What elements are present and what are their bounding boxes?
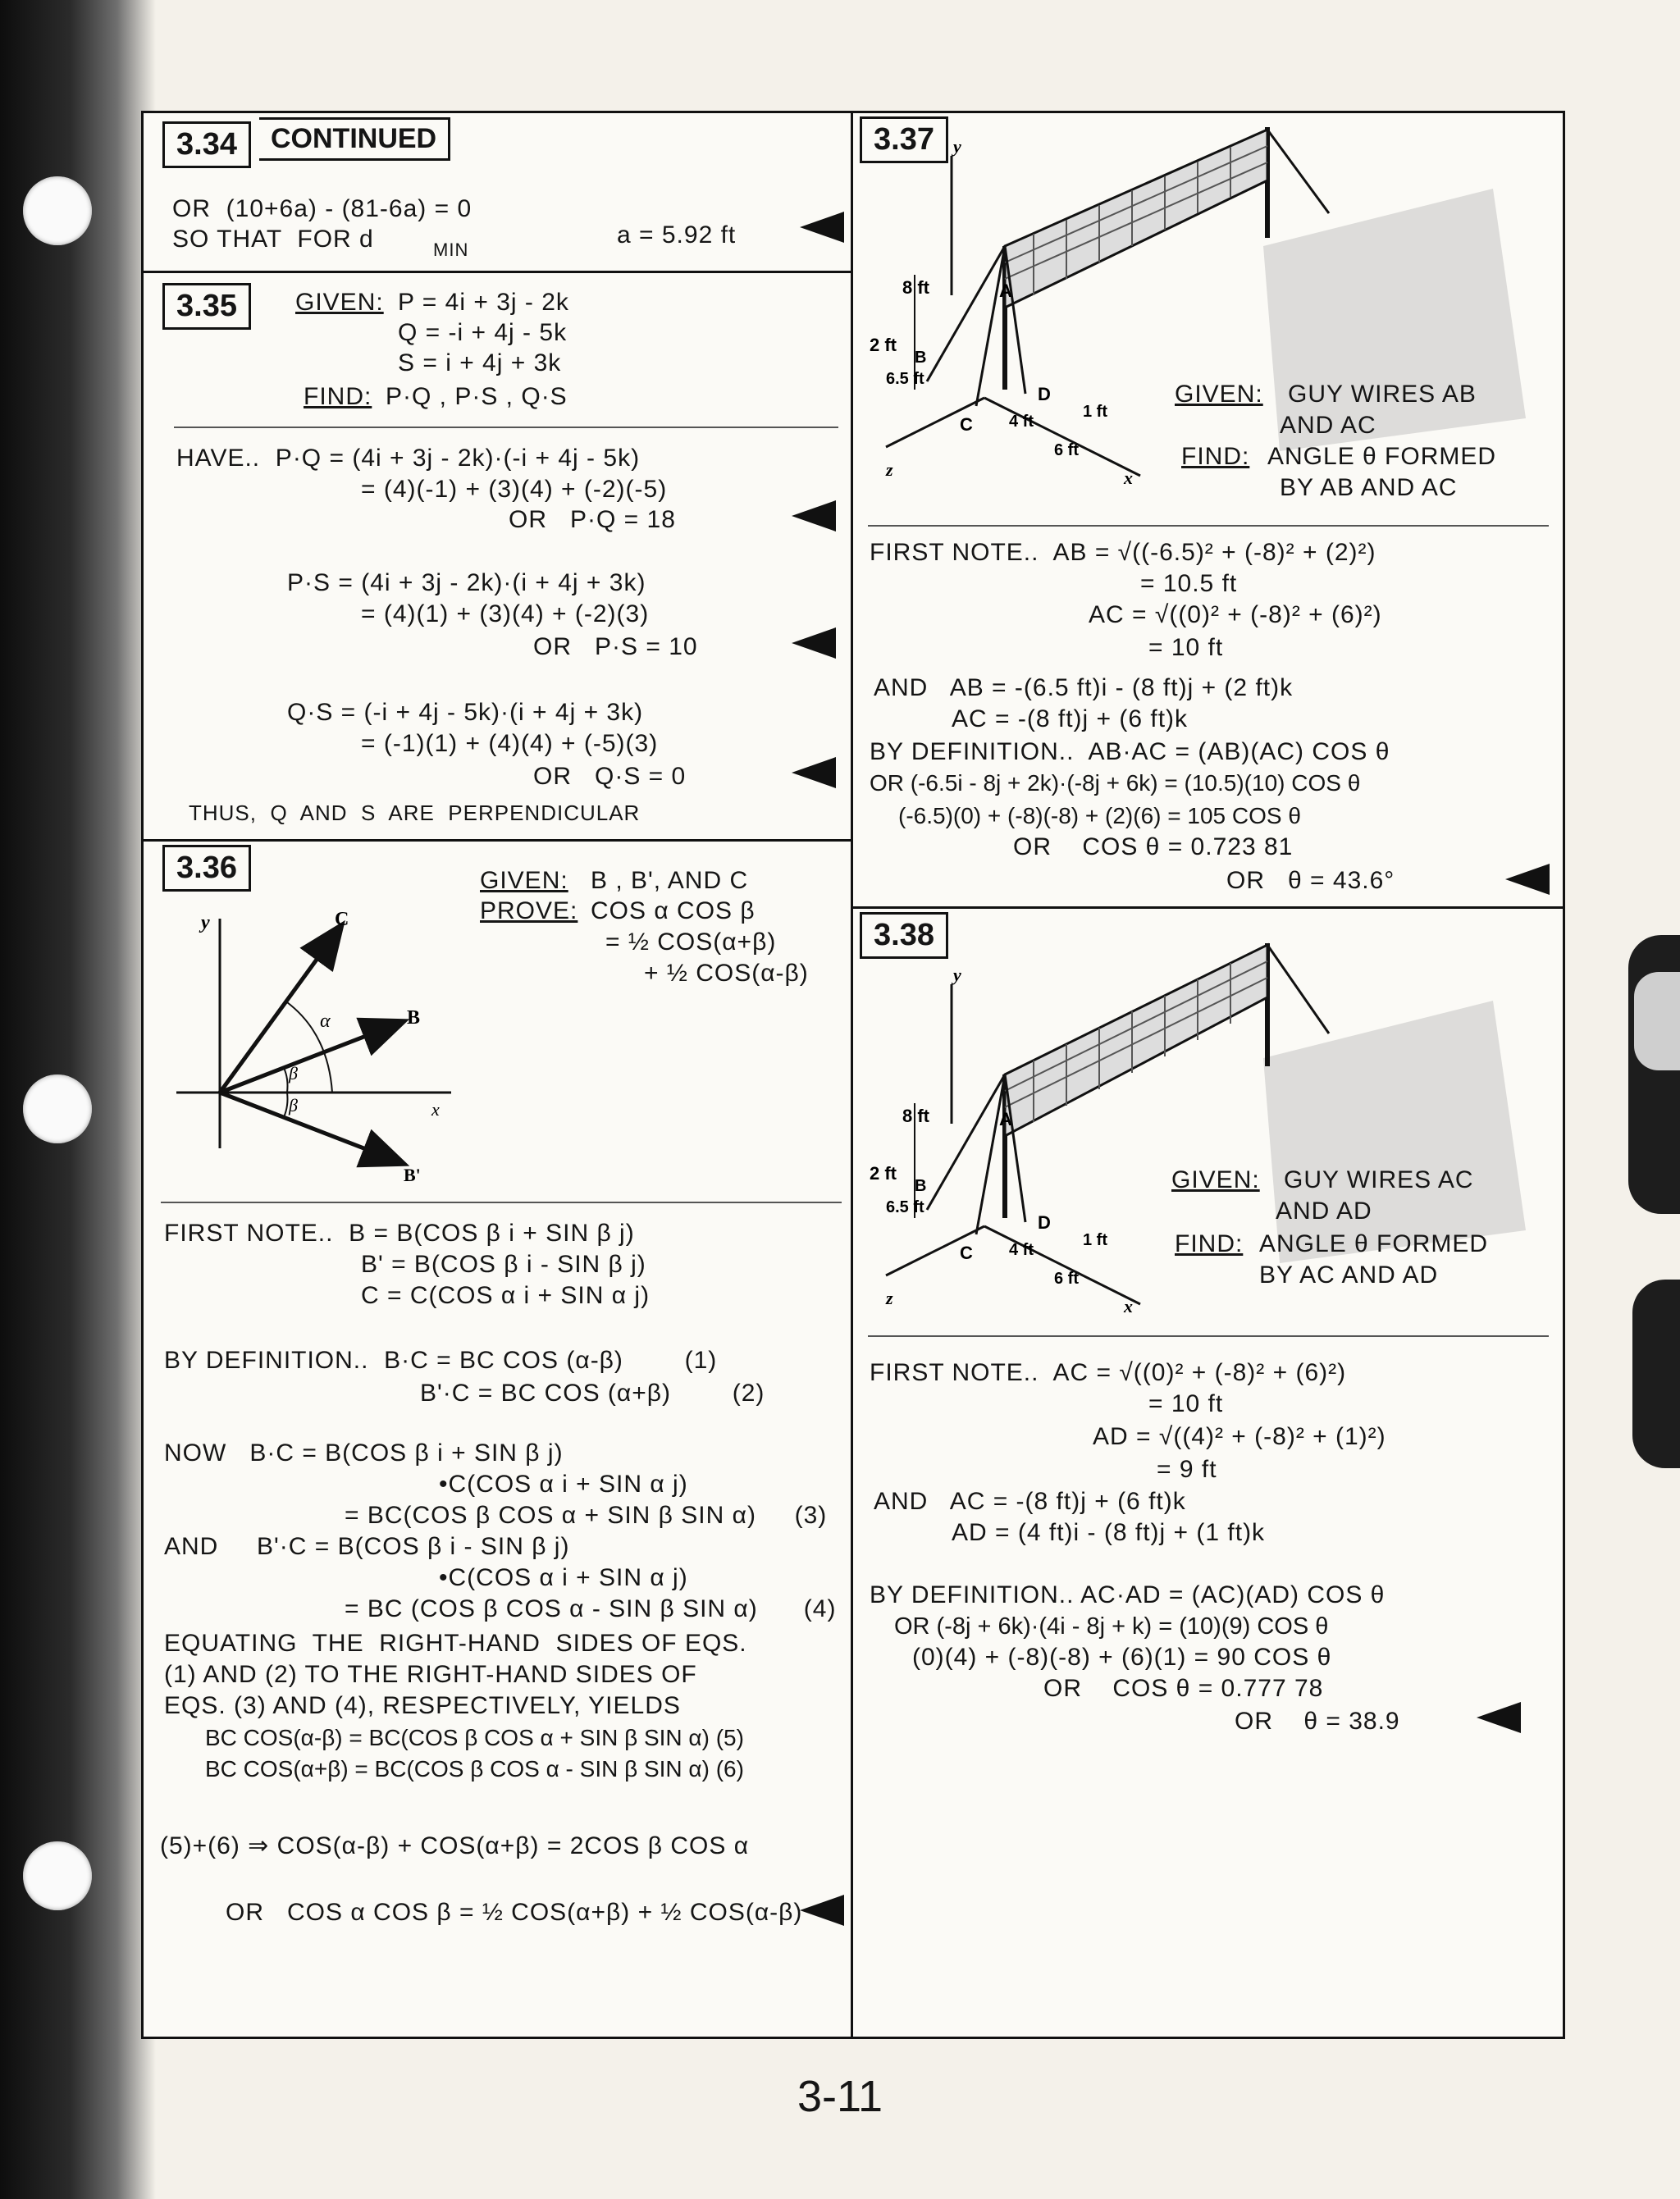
p338-line-11: OR θ = 38.9 bbox=[1235, 1708, 1400, 1735]
p336-line-4: BY DEFINITION.. B·C = BC COS (α-β) (1) bbox=[164, 1347, 718, 1374]
p335-line-3: OR P·Q = 18 bbox=[509, 506, 676, 533]
p335-line-10: THUS, Q AND S ARE PERPENDICULAR bbox=[189, 801, 641, 825]
vector-angle-figure bbox=[164, 910, 476, 1189]
p337-line-11: OR θ = 43.6° bbox=[1226, 867, 1395, 894]
answer-marker-arrow bbox=[800, 1895, 844, 1926]
p336-line-7: •C(COS α i + SIN α j) bbox=[439, 1471, 688, 1498]
p335-find: P·Q , P·S , Q·S bbox=[386, 383, 568, 410]
p336-rule bbox=[161, 1202, 842, 1203]
p335-line-2: = (4)(-1) + (3)(4) + (-2)(-5) bbox=[361, 476, 668, 503]
p337-rule bbox=[868, 525, 1549, 527]
fig-label-b: B bbox=[407, 1007, 421, 1029]
answer-marker-arrow bbox=[792, 757, 836, 788]
p337-line-4: = 10 ft bbox=[1148, 634, 1224, 661]
p336-line-1: FIRST NOTE.. B = B(COS β i + SIN β j) bbox=[164, 1220, 635, 1247]
p338-find-2: BY AC AND AD bbox=[1259, 1261, 1439, 1289]
p336-line-2: B' = B(COS β i - SIN β j) bbox=[361, 1251, 646, 1278]
p336-given: B , B', AND C bbox=[591, 867, 749, 894]
answer-marker-arrow bbox=[800, 212, 844, 243]
fig-337-label-z: z bbox=[886, 459, 893, 480]
p338-given-1: GUY WIRES AC bbox=[1284, 1166, 1474, 1193]
fig-338-label-4ft: 4 ft bbox=[1009, 1241, 1034, 1259]
p336-line-15: BC COS(α-β) = BC(COS β COS α + SIN β SIN α) (5) bbox=[205, 1725, 744, 1750]
p336-line-11: = BC (COS β COS α - SIN β SIN α) (4) bbox=[345, 1595, 837, 1622]
p338-line-5: AND AC = -(8 ft)j + (6 ft)k bbox=[874, 1488, 1186, 1515]
fig-338-label-x: x bbox=[1124, 1296, 1133, 1316]
p336-prove-3: + ½ COS(α-β) bbox=[644, 960, 809, 987]
p337-find-2: BY AB AND AC bbox=[1280, 474, 1458, 501]
angle-beta-prime-arc bbox=[284, 1093, 288, 1117]
fig-338-label-1ft: 1 ft bbox=[1083, 1231, 1107, 1249]
fig-337-label-c: C bbox=[960, 414, 973, 435]
fig-338-label-z: z bbox=[886, 1288, 893, 1308]
p338-line-8: OR (-8j + 6k)·(4i - 8j + k) = (10)(9) COS θ bbox=[894, 1613, 1329, 1640]
p337-line-10: OR COS θ = 0.723 81 bbox=[1013, 833, 1294, 860]
fig-x-axis bbox=[984, 1226, 1140, 1304]
p336-prove-1: COS α COS β bbox=[591, 897, 756, 924]
p338-line-4: = 9 ft bbox=[1157, 1456, 1217, 1483]
column-divider bbox=[851, 111, 853, 2037]
p337-given-1: GUY WIRES AB bbox=[1288, 381, 1477, 408]
p335-line-7: Q·S = (-i + 4j - 5k)·(i + 4j + 3k) bbox=[287, 699, 644, 726]
p336-line-17: (5)+(6) ⇒ COS(α-β) + COS(α+β) = 2COS β COS α bbox=[160, 1832, 750, 1859]
page-clip-lower bbox=[1632, 1280, 1680, 1468]
fig-337-label-8ft: 8 ft bbox=[902, 277, 929, 298]
p338-line-6: AD = (4 ft)i - (8 ft)j + (1 ft)k bbox=[952, 1519, 1266, 1546]
answer-marker-arrow bbox=[1505, 864, 1550, 895]
fig-label-y: y bbox=[201, 912, 210, 933]
p338-line-3: AD = √((4)² + (-8)² + (1)²) bbox=[1093, 1423, 1386, 1450]
divider-334-335 bbox=[141, 271, 853, 273]
p336-line-12: EQUATING THE RIGHT-HAND SIDES OF EQS. bbox=[164, 1630, 747, 1657]
p335-given-s: S = i + 4j + 3k bbox=[398, 349, 562, 376]
fig-338-label-b: B bbox=[915, 1177, 927, 1195]
fig-337-label-2ft: 2 ft bbox=[870, 335, 897, 355]
p337-line-7: BY DEFINITION.. AB·AC = (AB)(AC) COS θ bbox=[870, 738, 1390, 765]
p338-line-10: OR COS θ = 0.777 78 bbox=[1043, 1675, 1324, 1702]
fig-338-label-6-5ft: 6.5 ft bbox=[886, 1198, 924, 1216]
guy-wire-far bbox=[1267, 945, 1329, 1033]
fig-338-label-8ft: 8 ft bbox=[902, 1106, 929, 1126]
p335-line-8: = (-1)(1) + (4)(4) + (-5)(3) bbox=[361, 730, 659, 757]
p337-line-1: FIRST NOTE.. AB = √((-6.5)² + (-8)² + (2)²) bbox=[870, 539, 1376, 566]
fig-338-label-a: A bbox=[999, 1109, 1012, 1129]
p336-line-10: •C(COS α i + SIN α j) bbox=[439, 1564, 688, 1591]
net-mesh bbox=[1005, 130, 1267, 308]
p335-rule bbox=[174, 427, 838, 428]
problem-number-3-35: 3.35 bbox=[162, 283, 251, 330]
p337-line-5: AND AB = -(6.5 ft)i - (8 ft)j + (2 ft)k bbox=[874, 674, 1294, 701]
p337-find-1: ANGLE θ FORMED bbox=[1267, 443, 1497, 470]
page-clip-highlight bbox=[1634, 972, 1680, 1070]
net-mesh bbox=[1005, 945, 1267, 1136]
fig-label-x: x bbox=[431, 1099, 440, 1120]
binder-hole-top bbox=[23, 176, 92, 245]
angle-beta-arc bbox=[284, 1068, 288, 1093]
p336-prove-label: PROVE: bbox=[480, 897, 578, 924]
p335-line-9: OR Q·S = 0 bbox=[533, 763, 687, 790]
p337-find-label: FIND: bbox=[1181, 443, 1250, 470]
fig-label-c: C bbox=[335, 909, 349, 930]
p338-line-1: FIRST NOTE.. AC = √((0)² + (-8)² + (6)²) bbox=[870, 1359, 1347, 1386]
p337-line-2: = 10.5 ft bbox=[1140, 570, 1238, 597]
problem-number-3-34: 3.34 bbox=[162, 121, 251, 168]
fig-label-alpha: α bbox=[320, 1011, 331, 1032]
answer-marker-arrow bbox=[792, 627, 836, 659]
p336-line-8: = BC(COS β COS α + SIN β SIN α) (3) bbox=[345, 1502, 828, 1529]
fig-337-label-4ft: 4 ft bbox=[1009, 413, 1034, 431]
fig-337-label-1ft: 1 ft bbox=[1083, 403, 1107, 421]
p338-rule bbox=[868, 1335, 1549, 1337]
p336-line-16: BC COS(α+β) = BC(COS β COS α - SIN β SIN α) (6) bbox=[205, 1756, 744, 1782]
p338-line-2: = 10 ft bbox=[1148, 1390, 1224, 1417]
problem-number-3-38: 3.38 bbox=[860, 912, 948, 959]
p336-line-13: (1) AND (2) TO THE RIGHT-HAND SIDES OF bbox=[164, 1661, 697, 1688]
fig-337-label-d: D bbox=[1038, 384, 1051, 404]
continued-label: CONTINUED bbox=[259, 117, 450, 161]
fig-337-label-y: y bbox=[953, 136, 961, 157]
fig-337-label-a: A bbox=[999, 281, 1012, 301]
p338-find-1: ANGLE θ FORMED bbox=[1259, 1230, 1489, 1257]
p337-line-9: (-6.5)(0) + (-8)(-8) + (2)(6) = 105 COS θ bbox=[898, 803, 1301, 828]
p337-given-2: AND AC bbox=[1280, 412, 1376, 439]
fig-337-label-6ft: 6 ft bbox=[1054, 441, 1079, 459]
volleyball-net-figure-338 bbox=[870, 935, 1542, 1321]
answer-marker-arrow bbox=[792, 500, 836, 532]
fig-label-beta: β bbox=[289, 1063, 298, 1084]
p336-line-14: EQS. (3) AND (4), RESPECTIVELY, YIELDS bbox=[164, 1692, 681, 1719]
fig-337-label-6-5ft: 6.5 ft bbox=[886, 370, 924, 388]
p337-line-8: OR (-6.5i - 8j + 2k)·(-8j + 6k) = (10.5)(10) COS θ bbox=[870, 770, 1361, 796]
p336-line-9: AND B'·C = B(COS β i - SIN β j) bbox=[164, 1533, 570, 1560]
page-number: 3-11 bbox=[797, 2072, 883, 2121]
p335-line-4: P·S = (4i + 3j - 2k)·(i + 4j + 3k) bbox=[287, 569, 646, 596]
p334-subscript: MIN bbox=[433, 240, 469, 260]
p335-given-label: GIVEN: bbox=[295, 289, 384, 316]
p336-given-label: GIVEN: bbox=[480, 867, 568, 894]
p338-given-label: GIVEN: bbox=[1171, 1166, 1260, 1193]
fig-338-label-d: D bbox=[1038, 1212, 1051, 1233]
fig-label-b-prime: B' bbox=[404, 1165, 421, 1185]
fig-337-label-b: B bbox=[915, 349, 927, 367]
p338-line-9: (0)(4) + (-8)(-8) + (6)(1) = 90 COS θ bbox=[912, 1644, 1332, 1671]
fig-338-label-6ft: 6 ft bbox=[1054, 1270, 1079, 1288]
p338-given-2: AND AD bbox=[1276, 1198, 1372, 1225]
p335-line-6: OR P·S = 10 bbox=[533, 633, 698, 660]
divider-335-336 bbox=[141, 839, 853, 842]
p336-line-5: B'·C = BC COS (α+β) (2) bbox=[420, 1380, 765, 1407]
guy-wire-far bbox=[1267, 130, 1329, 213]
p336-line-18: OR COS α COS β = ½ COS(α+β) + ½ COS(α-β) bbox=[226, 1899, 803, 1926]
vector-b-prime bbox=[220, 1093, 402, 1163]
p334-line-2: SO THAT FOR d bbox=[172, 226, 374, 253]
p338-find-label: FIND: bbox=[1175, 1230, 1244, 1257]
p338-line-7: BY DEFINITION.. AC·AD = (AC)(AD) COS θ bbox=[870, 1581, 1386, 1608]
p335-line-1: HAVE.. P·Q = (4i + 3j - 2k)·(-i + 4j - 5k) bbox=[176, 445, 641, 472]
p334-answer: a = 5.92 ft bbox=[617, 221, 737, 249]
p336-line-6: NOW B·C = B(COS β i + SIN β j) bbox=[164, 1439, 564, 1467]
fig-338-label-y: y bbox=[953, 965, 961, 985]
fig-338-label-c: C bbox=[960, 1243, 973, 1263]
binder-hole-bottom bbox=[23, 1841, 92, 1910]
fig-337-label-x: x bbox=[1124, 468, 1133, 488]
binder-hole-middle bbox=[23, 1074, 92, 1143]
p335-find-label: FIND: bbox=[304, 383, 372, 410]
p334-line-1: OR (10+6a) - (81-6a) = 0 bbox=[172, 195, 472, 222]
p337-line-6: AC = -(8 ft)j + (6 ft)k bbox=[952, 705, 1189, 732]
divider-337-338 bbox=[853, 906, 1563, 909]
problem-number-3-37: 3.37 bbox=[860, 116, 948, 163]
problem-number-3-36: 3.36 bbox=[162, 845, 251, 892]
p335-line-5: = (4)(1) + (3)(4) + (-2)(3) bbox=[361, 600, 650, 627]
p335-given-q: Q = -i + 4j - 5k bbox=[398, 319, 568, 346]
answer-marker-arrow bbox=[1477, 1702, 1521, 1733]
p336-prove-2: = ½ COS(α+β) bbox=[605, 928, 777, 956]
p337-given-label: GIVEN: bbox=[1175, 381, 1263, 408]
fig-338-label-2ft: 2 ft bbox=[870, 1163, 897, 1184]
fig-x-axis bbox=[984, 398, 1140, 476]
fig-label-beta-2: β bbox=[289, 1095, 298, 1115]
p336-line-3: C = C(COS α i + SIN α j) bbox=[361, 1282, 651, 1309]
p337-line-3: AC = √((0)² + (-8)² + (6)²) bbox=[1089, 601, 1382, 628]
p335-given-p: P = 4i + 3j - 2k bbox=[398, 289, 569, 316]
